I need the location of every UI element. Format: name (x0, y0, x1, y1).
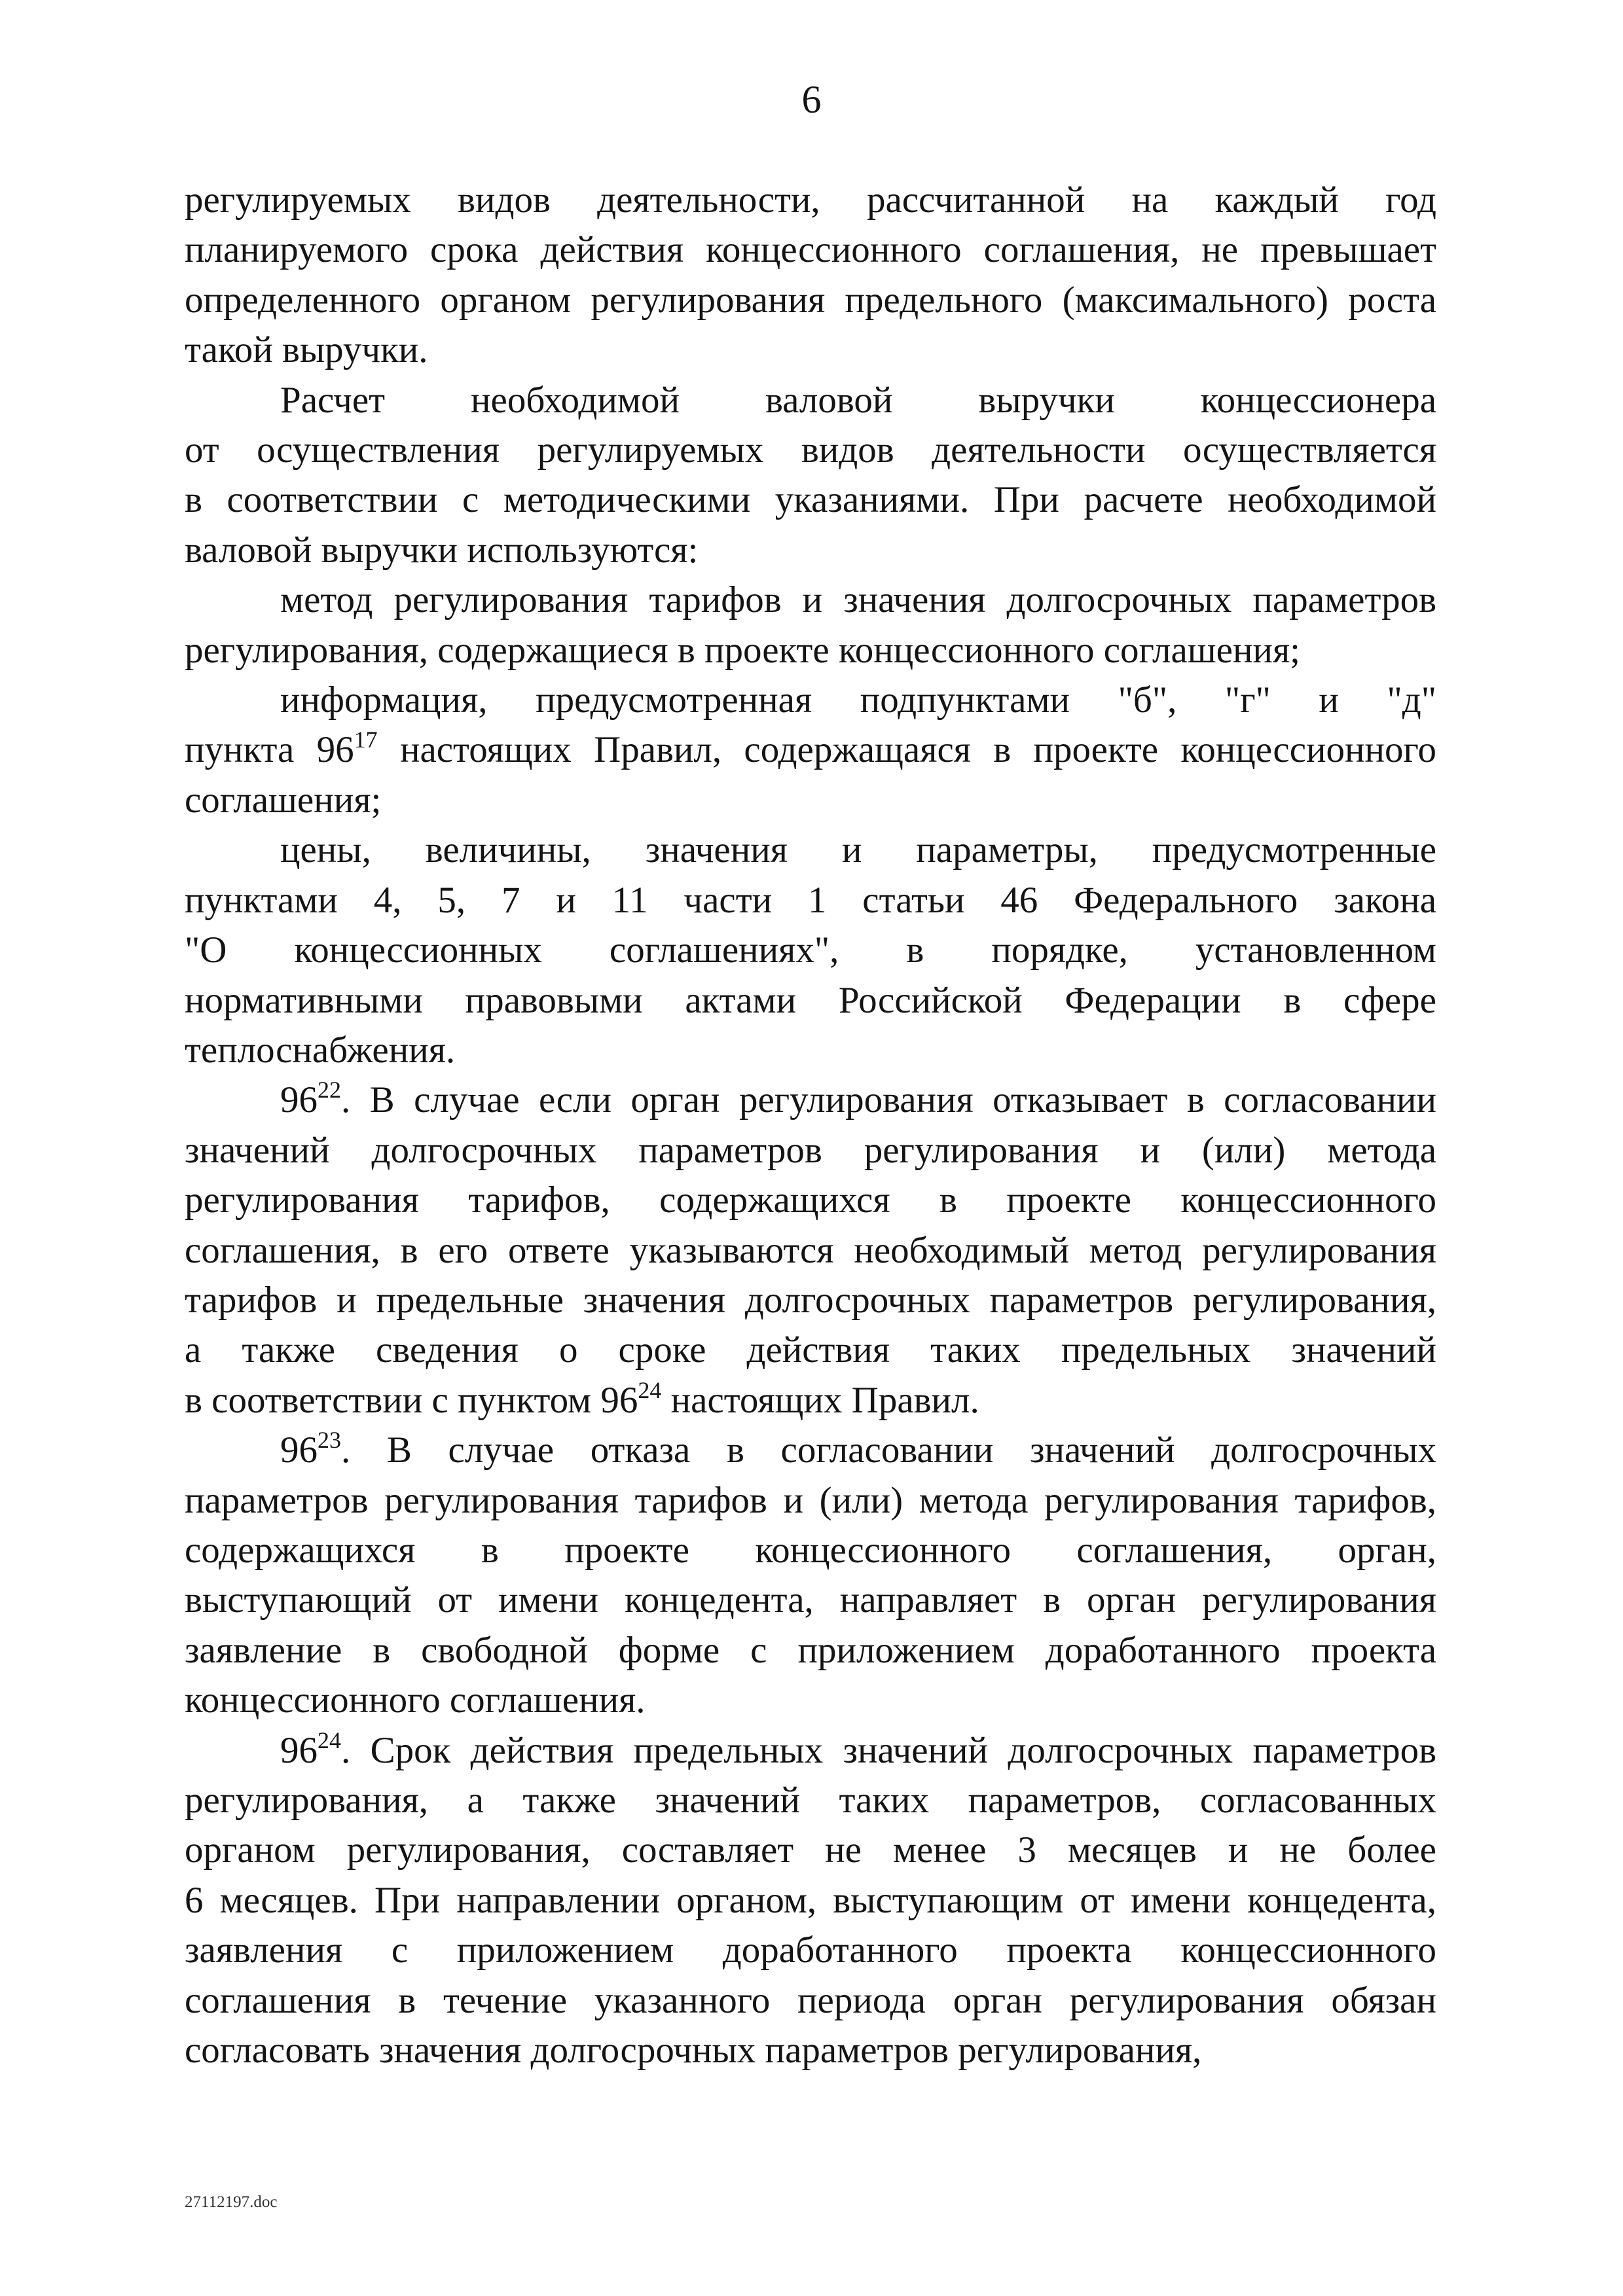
paragraph-line: согласовать значения долгосрочных параметров регулирования, (185, 2030, 1202, 2072)
paragraph-line: регулирования тарифов, содержащихся в проекте концессионного (185, 1179, 1436, 1221)
paragraph-line: такой выручки. (185, 329, 428, 371)
superscript-index: 23 (318, 1427, 341, 1454)
superscript-index: 22 (318, 1077, 341, 1103)
paragraph-line: соглашения; (185, 779, 382, 821)
paragraph-line: "О концессионных соглашениях", в порядке, установленном (185, 929, 1436, 971)
paragraph-line: $96^{22}$. В случае если орган регулирования отказывает в согласовании (280, 1077, 1436, 1121)
paragraph-line: концессионного соглашения. (185, 1679, 646, 1721)
paragraph-line: метод регулирования тарифов и значения долгосрочных параметров (280, 579, 1436, 621)
paragraph-line: соглашения, в его ответе указываются необходимый метод регулирования (185, 1229, 1436, 1271)
paragraph-line: планируемого срока действия концессионного соглашения, не превышает (185, 229, 1436, 271)
paragraph-line: $96^{24}$. Срок действия предельных значений долгосрочных параметров (280, 1727, 1436, 1771)
paragraph-line: в соответствии с методическими указаниями. При расчете необходимой (185, 479, 1436, 521)
paragraph-line: цены, величины, значения и параметры, предусмотренные (280, 829, 1436, 871)
paragraph-line: заявление в свободной форме с приложением доработанного проекта (185, 1629, 1436, 1671)
paragraph-line: от осуществления регулируемых видов деятельности осуществляется (185, 429, 1436, 471)
paragraph-line: 6 месяцев. При направлении органом, выступающим от имени концедента, (185, 1879, 1436, 1921)
paragraph-line: выступающий от имени концедента, направляет в орган регулирования (185, 1579, 1436, 1621)
paragraph-line: параметров регулирования тарифов и (или) метода регулирования тарифов, (185, 1479, 1436, 1521)
paragraph-line: тарифов и предельные значения долгосрочных параметров регулирования, (185, 1279, 1436, 1321)
paragraph-line: регулирования, содержащиеся в проекте концессионного соглашения; (185, 629, 1301, 671)
page-number: 6 (801, 78, 822, 121)
paragraph-line: валовой выручки используются: (185, 529, 699, 571)
paragraph-line: органом регулирования, составляет не менее 3 месяцев и не более (185, 1829, 1436, 1871)
paragraph-line: регулируемых видов деятельности, рассчитанной на каждый год (185, 179, 1436, 221)
paragraph-line: $96^{23}$. В случае отказа в согласовании значений долгосрочных (280, 1427, 1436, 1471)
document-file-code: 27112197.doc (185, 2193, 278, 2211)
paragraph-line: Расчет необходимой валовой выручки концессионера (280, 379, 1436, 421)
document-body (185, 175, 1436, 2075)
paragraph-line: информация, предусмотренная подпунктами "б", "г" и "д" (280, 679, 1436, 721)
superscript-index: 24 (638, 1376, 662, 1403)
paragraph-line: теплоснабжения. (185, 1029, 456, 1071)
paragraph-line: пунктами 4, 5, 7 и 11 части 1 статьи 46 Федерального закона (185, 879, 1436, 921)
paragraph-line: определенного органом регулирования предельного (максимального) роста (185, 279, 1436, 321)
paragraph-line: регулирования, а также значений таких параметров, согласованных (185, 1780, 1436, 1821)
paragraph-line: пункта $96^{17}$ настоящих Правил, содержащаяся в проекте концессионного (185, 726, 1436, 771)
paragraph-line: а также сведения о сроке действия таких предельных значений (185, 1329, 1436, 1371)
paragraph-line: соглашения в течение указанного периода орган регулирования обязан (185, 1979, 1436, 2021)
paragraph-line: заявления с приложением доработанного проекта концессионного (185, 1929, 1436, 1971)
paragraph-line: нормативными правовыми актами Российской Федерации в сфере (185, 979, 1436, 1021)
superscript-index: 24 (318, 1727, 341, 1753)
paragraph-line: значений долгосрочных параметров регулирования и (или) метода (185, 1129, 1436, 1171)
superscript-index: 17 (354, 726, 378, 753)
paragraph-line: содержащихся в проекте концессионного соглашения, орган, (185, 1529, 1436, 1571)
paragraph-line: в соответствии с пунктом $96^{24}$ настоящих Правил. (185, 1376, 979, 1421)
